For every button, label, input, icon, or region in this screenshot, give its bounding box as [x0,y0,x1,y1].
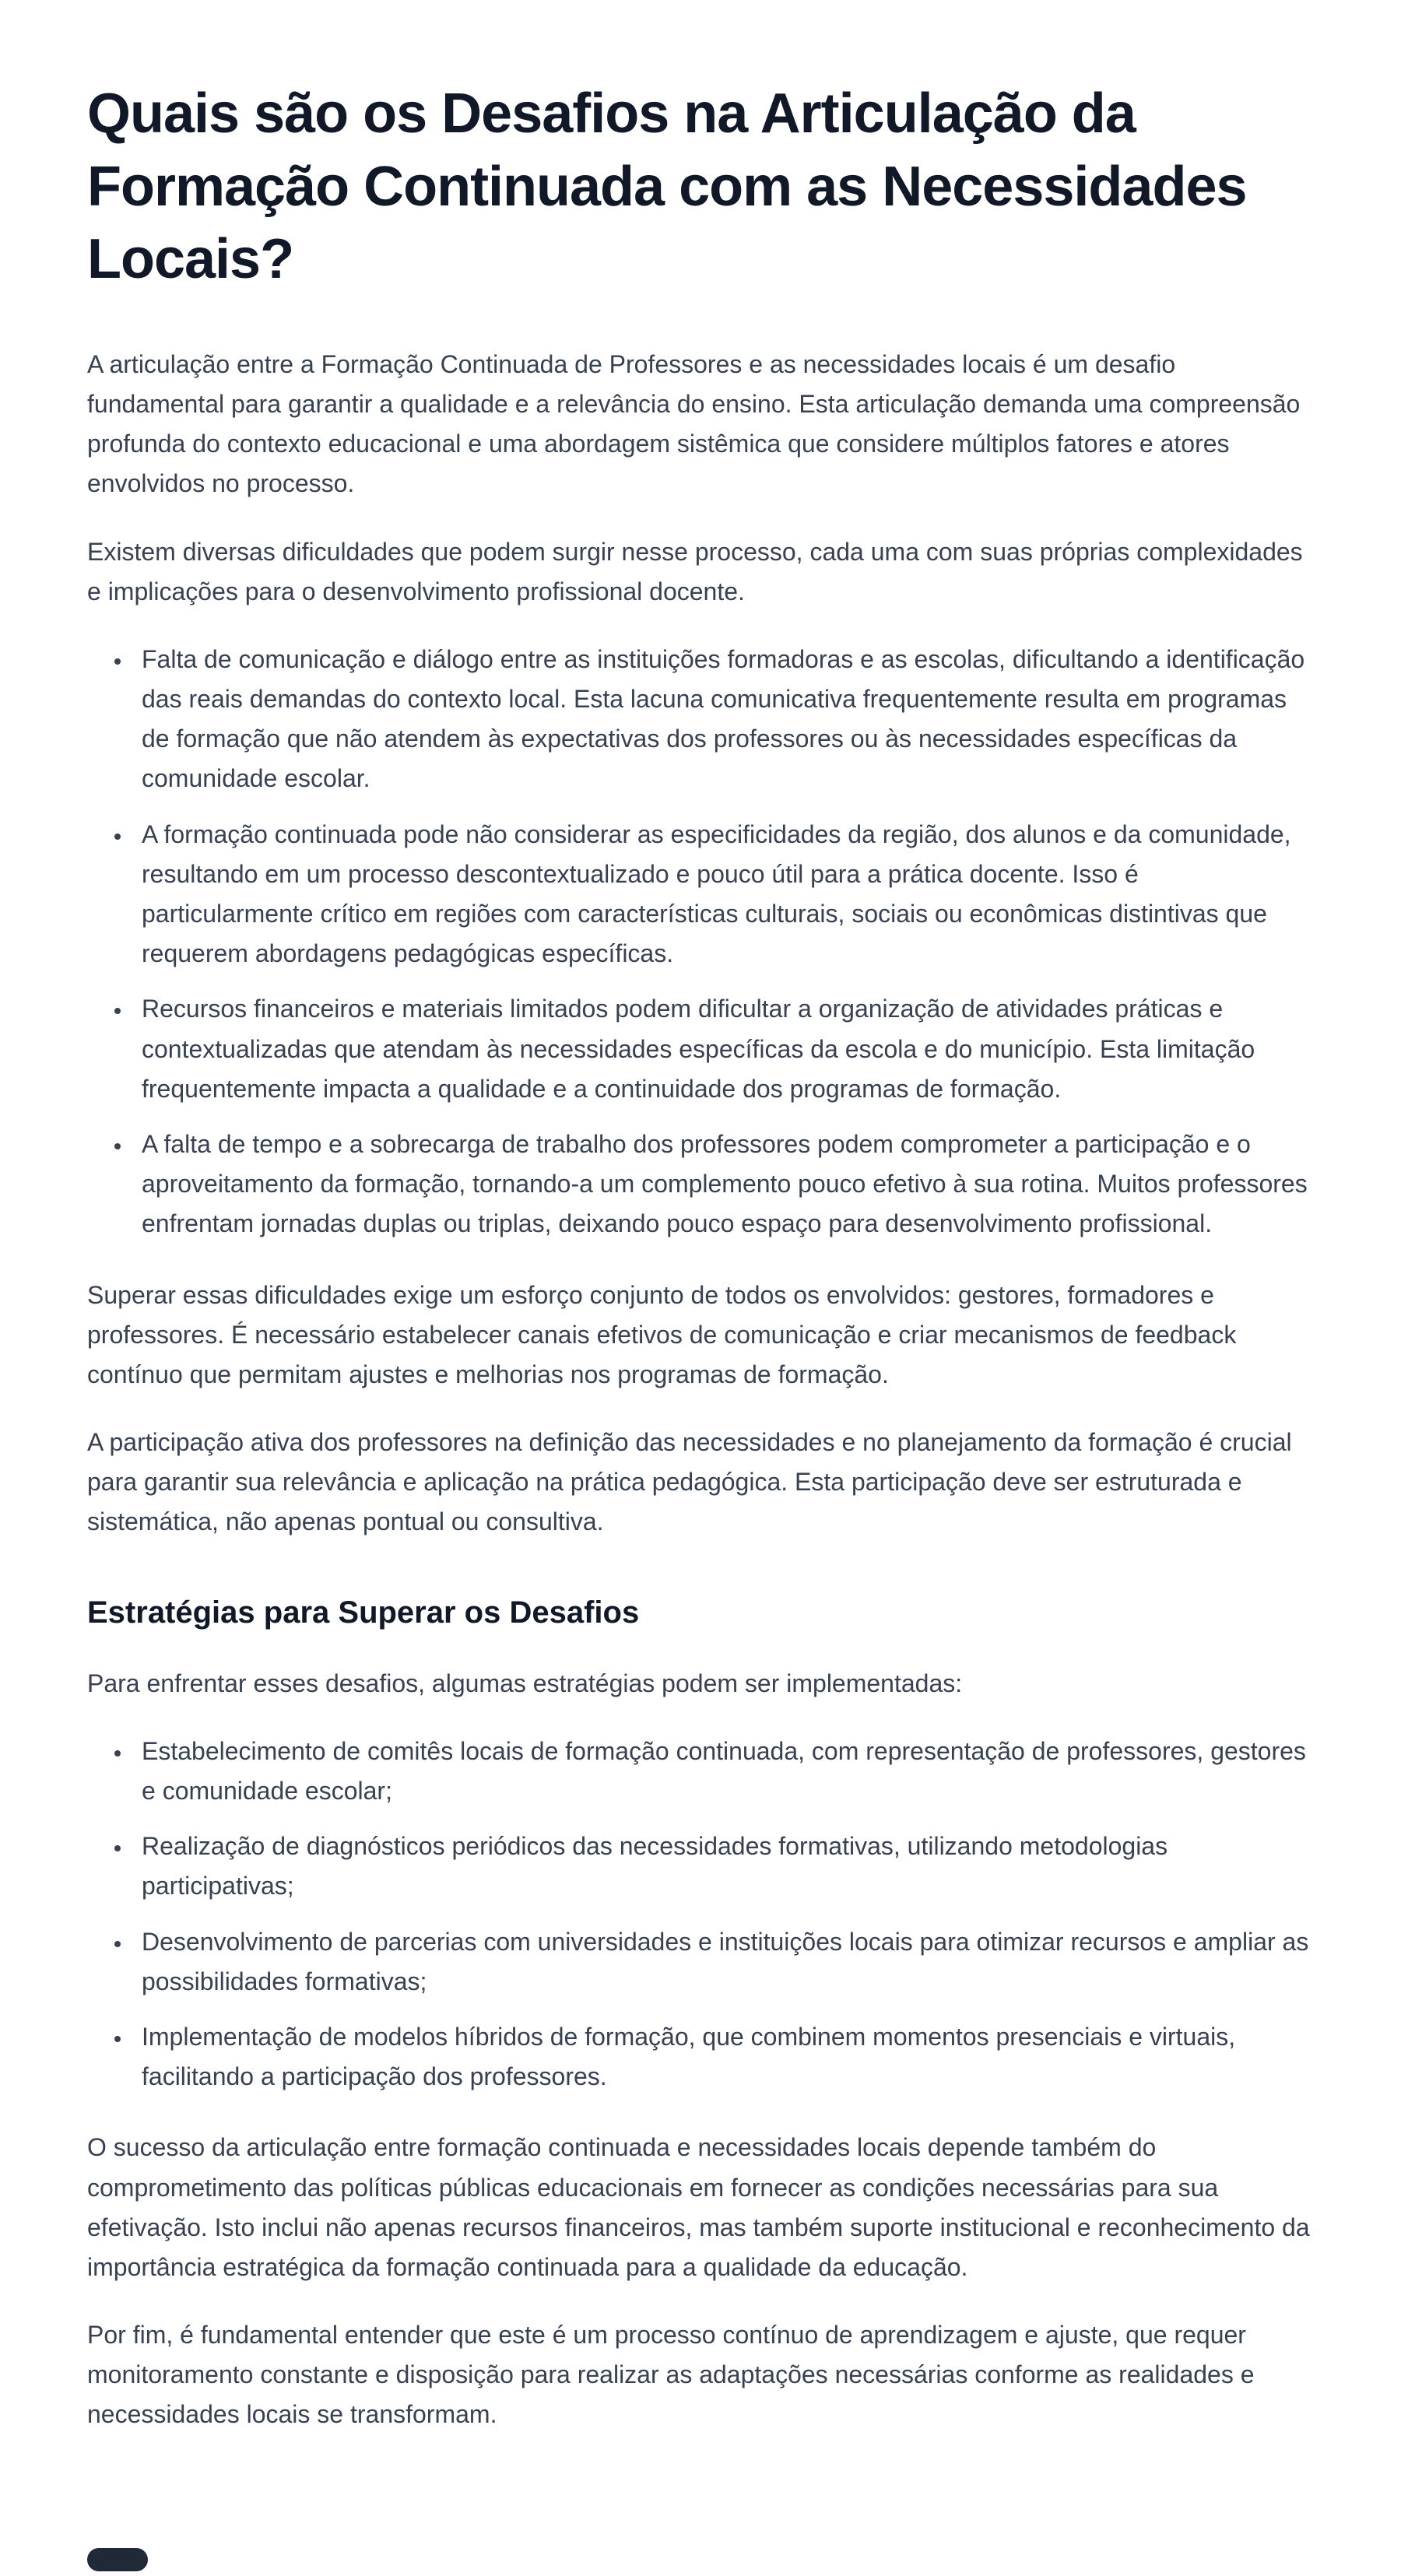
closing-paragraph-1: O sucesso da articulação entre formação continuada e necessidades locais depende também do comprometimento das políticas públicas educacionais em fornecer as condições necessárias para sua efetivação. Isto inclui não apenas recursos financeiros, mas também suporte institucional e reconhecimento da importância estratégica da formação continuada para a qualidade da educação. [87,2133,1310,2281]
challenge-item-2: • A formação continuada pode não considerar as especificidades da região, dos alunos e da comunidade, resultando em um processo descontextualizado e pouco útil para a prática docente. Isso é particularmente crítico em regiões com características culturais, sociais ou econômicas distintivas que requerem abordagens pedagógicas específicas. [132,815,1314,974]
mid-paragraph-1: Superar essas dificuldades exige um esforço conjunto de todos os envolvidos: gestores, formadores e professores. É necessário estabelecer canais efetivos de comunicação e criar mecanismos de feedback contínuo que permitam ajustes e melhorias nos programas de formação. [87,1280,1237,1388]
strategy-item-3: • Desenvolvimento de parcerias com universidades e instituições locais para otimizar recursos e ampliar as possibilidades formativas; [132,1922,1314,2002]
intro-paragraph-1: A articulação entre a Formação Continuada de Professores e as necessidades locais é um desafio fundamental para garantir a qualidade e a relevância do ensino. Esta articulação demanda uma compreensão profunda do contexto educacional e uma abordagem sistêmica que considere múltiplos fatores e atores envolvidos no processo. [87,349,1301,498]
strategy-item-1: • Estabelecimento de comitês locais de formação continuada, com representação de professores, gestores e comunidade escolar; [132,1732,1314,1811]
challenge-item-3: • Recursos financeiros e materiais limitados podem dificultar a organização de atividades práticas e contextualizadas que atendam às necessidades específicas da escola e do município. Esta limitação frequentemente impacta a qualidade e a continuidade dos programas de formação. [132,989,1314,1109]
challenges-list [87,640,1314,1244]
challenge-item-4: • A falta de tempo e a sobrecarga de trabalho dos professores podem comprometer a participação e o aproveitamento da formação, tornando-a um complemento pouco efetivo à sua rotina. Muitos professores enfrentam jornadas duplas ou triplas, deixando pouco espaço para desenvolvimento profissional. [132,1125,1314,1244]
article-content [87,0,1314,2557]
page-title: Quais são os Desafios na Articulação da Formação Continuada com as Necessidades Locais? [87,82,1247,291]
strategies-list [87,1732,1314,2097]
bottom-badge[interactable] [87,2548,148,2571]
strategies-section-heading: Estratégias para Superar os Desafios [87,1595,640,1630]
strategies-intro-paragraph: Para enfrentar esses desafios, algumas estratégias podem ser implementadas: [87,1669,963,1697]
challenge-item-1: • Falta de comunicação e diálogo entre as instituições formadoras e as escolas, dificultando a identificação das reais demandas do contexto local. Esta lacuna comunicativa frequentemente resulta em programas de formação que não atendem às expectativas dos professores ou às necessidades específicas da comunidade escolar. [132,640,1314,799]
strategy-item-2: • Realização de diagnósticos periódicos das necessidades formativas, utilizando metodologias participativas; [132,1827,1314,1906]
intro-paragraph-2: Existem diversas dificuldades que podem surgir nesse processo, cada uma com suas próprias complexidades e implicações para o desenvolvimento profissional docente. [87,537,1303,605]
mid-paragraph-2: A participação ativa dos professores na definição das necessidades e no planejamento da formação é crucial para garantir sua relevância e aplicação na prática pedagógica. Esta participação deve ser estruturada e sistemática, não apenas pontual ou consultiva. [87,1428,1292,1536]
closing-paragraph-2: Por fim, é fundamental entender que este é um processo contínuo de aprendizagem e ajuste, que requer monitoramento constante e disposição para realizar as adaptações necessárias conforme as realidades e necessidades locais se transformam. [87,2321,1255,2429]
strategy-item-4: • Implementação de modelos híbridos de formação, que combinem momentos presenciais e virtuais, facilitando a participação dos professores. [132,2017,1314,2097]
